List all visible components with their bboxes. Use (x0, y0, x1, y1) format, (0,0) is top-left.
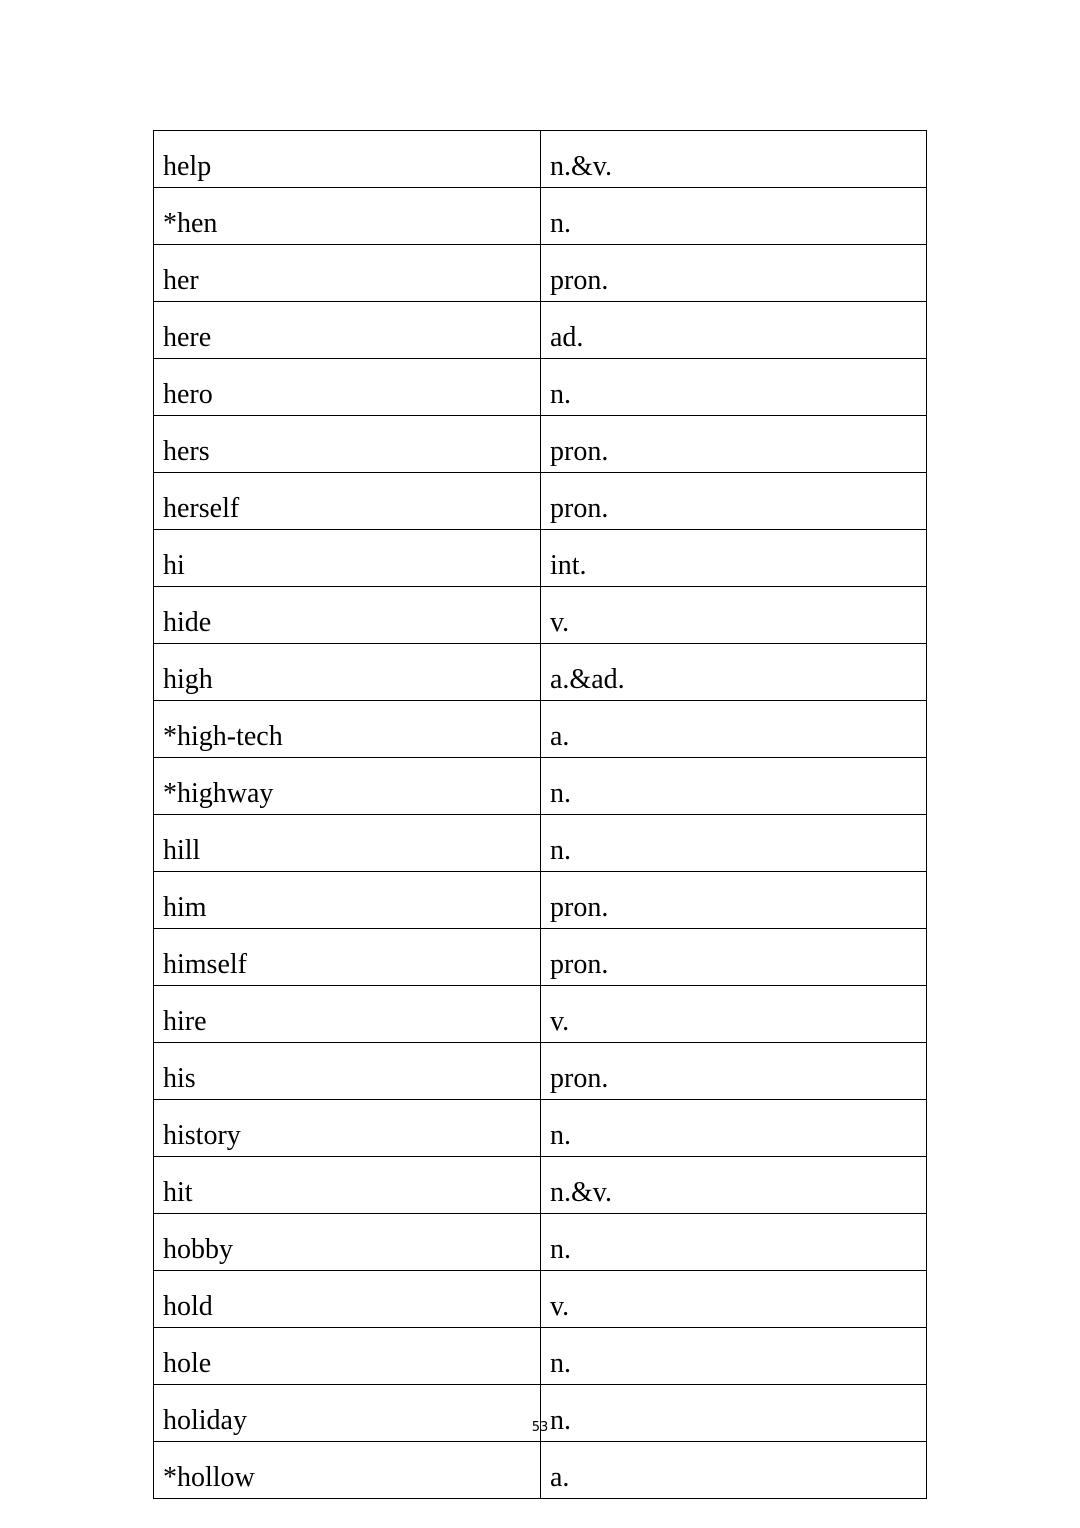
table-row (154, 1157, 927, 1214)
word-cell: herself (154, 473, 541, 530)
word-cell: *hollow (154, 1442, 541, 1499)
word-cell: *high-tech (154, 701, 541, 758)
table-row (154, 188, 927, 245)
word-cell: history (154, 1100, 541, 1157)
table-row (154, 587, 927, 644)
part-of-speech-cell: pron. (541, 929, 927, 986)
table-row (154, 302, 927, 359)
word-cell: his (154, 1043, 541, 1100)
table-row (154, 929, 927, 986)
table-row (154, 131, 927, 188)
table-row (154, 1328, 927, 1385)
part-of-speech-cell: ad. (541, 302, 927, 359)
part-of-speech-cell: n.&v. (541, 1157, 927, 1214)
part-of-speech-cell: n. (541, 188, 927, 245)
word-cell: hide (154, 587, 541, 644)
vocabulary-table (153, 130, 927, 1499)
table-row (154, 1271, 927, 1328)
word-cell: hers (154, 416, 541, 473)
table-row (154, 1442, 927, 1499)
table-row (154, 245, 927, 302)
table-row (154, 872, 927, 929)
word-cell: *highway (154, 758, 541, 815)
word-cell: *hen (154, 188, 541, 245)
table-row (154, 701, 927, 758)
table-row (154, 416, 927, 473)
part-of-speech-cell: n. (541, 359, 927, 416)
table-row (154, 815, 927, 872)
word-cell: hero (154, 359, 541, 416)
part-of-speech-cell: n.&v. (541, 131, 927, 188)
part-of-speech-cell: pron. (541, 416, 927, 473)
word-cell: help (154, 131, 541, 188)
word-cell: hole (154, 1328, 541, 1385)
part-of-speech-cell: a.&ad. (541, 644, 927, 701)
part-of-speech-cell: v. (541, 986, 927, 1043)
part-of-speech-cell: a. (541, 701, 927, 758)
table-row (154, 359, 927, 416)
word-cell: her (154, 245, 541, 302)
part-of-speech-cell: n. (541, 1328, 927, 1385)
page-number: 53 (531, 1420, 549, 1435)
table-row (154, 530, 927, 587)
part-of-speech-cell: n. (541, 1100, 927, 1157)
word-cell: hire (154, 986, 541, 1043)
table-row (154, 986, 927, 1043)
part-of-speech-cell: n. (541, 1214, 927, 1271)
part-of-speech-cell: int. (541, 530, 927, 587)
part-of-speech-cell: v. (541, 587, 927, 644)
word-cell: high (154, 644, 541, 701)
part-of-speech-cell: n. (541, 815, 927, 872)
part-of-speech-cell: pron. (541, 872, 927, 929)
part-of-speech-cell: n. (541, 1385, 927, 1442)
word-cell: hobby (154, 1214, 541, 1271)
word-cell: hill (154, 815, 541, 872)
part-of-speech-cell: n. (541, 758, 927, 815)
word-cell: holiday (154, 1385, 541, 1442)
table-row (154, 473, 927, 530)
vocabulary-table-body (154, 131, 927, 1499)
word-cell: hit (154, 1157, 541, 1214)
table-row (154, 644, 927, 701)
part-of-speech-cell: pron. (541, 473, 927, 530)
word-cell: hold (154, 1271, 541, 1328)
table-row (154, 1214, 927, 1271)
word-cell: hi (154, 530, 541, 587)
table-row (154, 1100, 927, 1157)
word-cell: himself (154, 929, 541, 986)
table-row (154, 758, 927, 815)
part-of-speech-cell: pron. (541, 245, 927, 302)
table-row (154, 1043, 927, 1100)
word-cell: him (154, 872, 541, 929)
part-of-speech-cell: a. (541, 1442, 927, 1499)
part-of-speech-cell: pron. (541, 1043, 927, 1100)
word-cell: here (154, 302, 541, 359)
part-of-speech-cell: v. (541, 1271, 927, 1328)
